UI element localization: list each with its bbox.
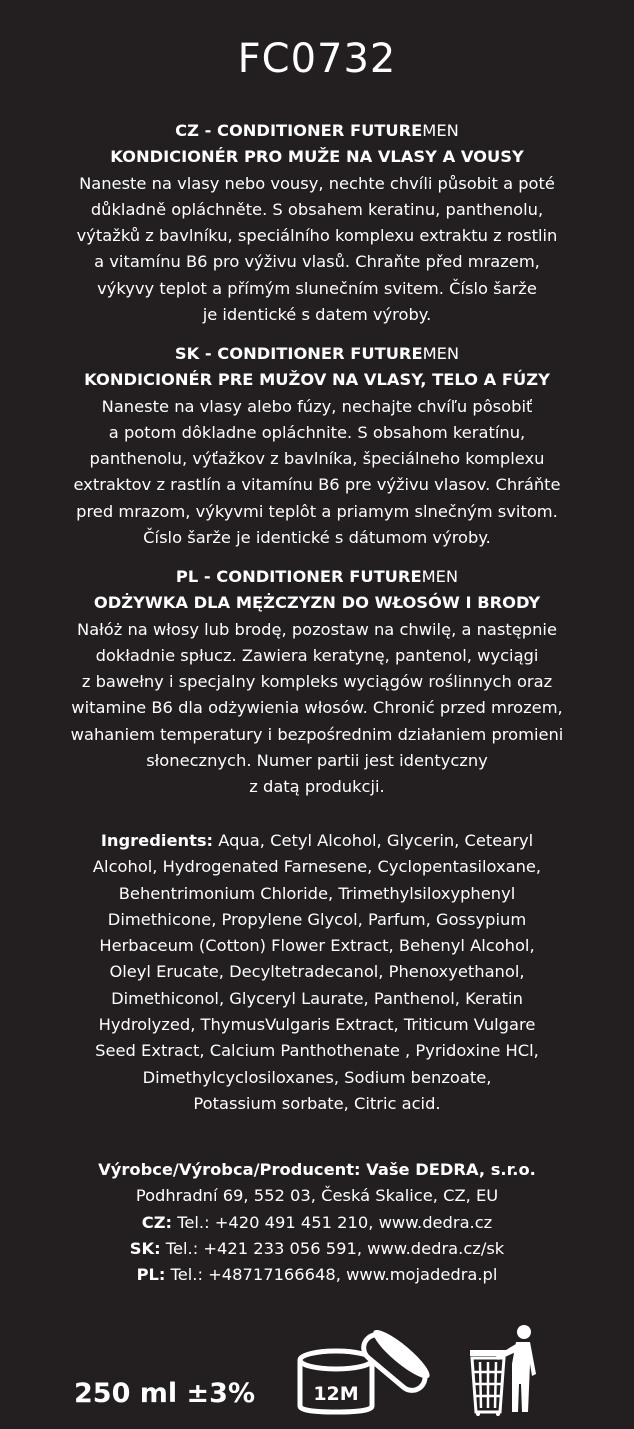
sk-brand: SK - CONDITIONER FUTUREMEN (174, 344, 460, 363)
ingredients-line: Behentrimonium Chloride, Trimethylsiloxyphenyl (118, 883, 516, 903)
cz-brand: CZ - CONDITIONER FUTUREMEN (175, 121, 459, 140)
cz-text-line: výkyvy teplot a přímým slunečním svitem. Číslo šarže (97, 278, 537, 298)
ingredients-line: Hydrolyzed, ThymusVulgaris Extract, Triticum Vulgare (98, 1015, 536, 1035)
tidyman-bin-icon (466, 1324, 546, 1416)
open-jar-icon (296, 1320, 436, 1420)
pl-text-line: wahaniem temperatury i bezpośrednim działaniem promieni (70, 724, 564, 744)
sk-subtitle: KONDICIONÉR PRE MUŽOV NA VLASY, TELO A FÚZY (84, 370, 550, 390)
cz-text-line: důkladně opláchněte. S obsahem keratinu, panthenolu, (90, 199, 544, 219)
pl-text-line: z datą produkcji. (249, 777, 385, 797)
ingredients-first-line: Ingredients: Aqua, Cetyl Alcohol, Glycerin, Cetearyl (100, 831, 534, 850)
sk-text-line: panthenolu, výťažkov z bavlníka, špeciálneho komplexu (89, 449, 545, 469)
ingredients-line: Oleyl Erucate, Decyltetradecanol, Phenoxyethanol, (109, 962, 525, 982)
cz-text-line: a vitamínu B6 pro výživu vlasů. Chraňte před mrazem, (94, 252, 540, 272)
pl-brand: PL - CONDITIONER FUTUREMEN (175, 567, 459, 586)
pl-section (30, 564, 604, 801)
contact-cz: CZ: Tel.: +420 491 451 210, www.dedra.cz (141, 1212, 493, 1232)
pao-label: 12M (313, 1383, 359, 1405)
producer-section (30, 1157, 604, 1288)
contact-pl: PL: Tel.: +48717166648, www.mojadedra.pl (136, 1265, 498, 1285)
ingredients-line: Alcohol, Hydrogenated Farnesene, Cyclopentasiloxane, (92, 857, 542, 877)
ingredients-line: Dimethiconol, Glyceryl Laurate, Panthenol, Keratin (111, 988, 523, 1008)
sk-text-line: Naneste na vlasy alebo fúzy, nechajte chvíľu pôsobiť (101, 396, 533, 416)
cz-section (30, 118, 604, 328)
sk-text-line: pred mrazom, výkyvmi teplôt a priamym slnečným svitom. (76, 501, 558, 521)
pl-subtitle: ODŻYWKA DLA MĘŻCZYZN DO WŁOSÓW I BRODY (93, 593, 541, 613)
pl-text-line: z bawełny i specjalny kompleks wyciągów roślinnych oraz (81, 672, 553, 692)
contact-sk: SK: Tel.: +421 233 056 591, www.dedra.cz/sk (129, 1238, 505, 1258)
pl-text-line: Nałóż na włosy lub brodę, pozostaw na chwilę, a następnie (77, 619, 557, 639)
pl-text-line: słonecznych. Numer partii jest identyczny (146, 751, 488, 771)
sk-section (30, 341, 604, 551)
ingredients-line: Potassium sorbate, Citric acid. (193, 1093, 441, 1113)
cz-text-line: výtažků z bavlníku, speciálního komplexu extraktu z rostlin (76, 226, 558, 246)
cz-text-line: Naneste na vlasy nebo vousy, nechte chvíli působit a poté (79, 173, 555, 193)
producer-heading: Výrobce/Výrobca/Producent: Vaše DEDRA, s.r.o. (98, 1160, 536, 1179)
producer-address: Podhradní 69, 552 03, Česká Skalice, CZ, EU (135, 1186, 499, 1206)
cz-text-line: je identické s datem výroby. (202, 305, 432, 325)
footer-symbols (0, 1320, 634, 1420)
sk-text-line: Číslo šarže je identické s dátumom výroby. (143, 528, 491, 548)
ingredients-line: Dimethicone, Propylene Glycol, Parfum, Gossypium (107, 909, 527, 929)
cz-subtitle: KONDICIONÉR PRO MUŽE NA VLASY A VOUSY (110, 147, 524, 167)
ingredients-line: Dimethylcyclosiloxanes, Sodium benzoate, (142, 1067, 492, 1087)
ingredients-line: Seed Extract, Calcium Panthothenate , Pyridoxine HCl, (95, 1041, 539, 1061)
volume-text: 250 ml ±3% (74, 1378, 256, 1409)
pl-text-line: dokładnie spłucz. Zawiera keratynę, pantenol, wyciągi (95, 645, 539, 665)
product-code: FC0732 (237, 36, 397, 82)
ingredients-line: Herbaceum (Cotton) Flower Extract, Behenyl Alcohol, (99, 936, 535, 956)
ingredients-label: Ingredients: (100, 831, 214, 850)
sk-text-line: a potom dôkladne opláchnite. S obsahom keratínu, (108, 422, 526, 442)
pl-text-line: witamine B6 dla odżywienia włosów. Chronić przed mrozem, (71, 698, 563, 718)
sk-text-line: extraktov z rastlín a vitamínu B6 pre výživu vlasov. Chráňte (73, 475, 561, 495)
ingredients-section (30, 828, 604, 1117)
